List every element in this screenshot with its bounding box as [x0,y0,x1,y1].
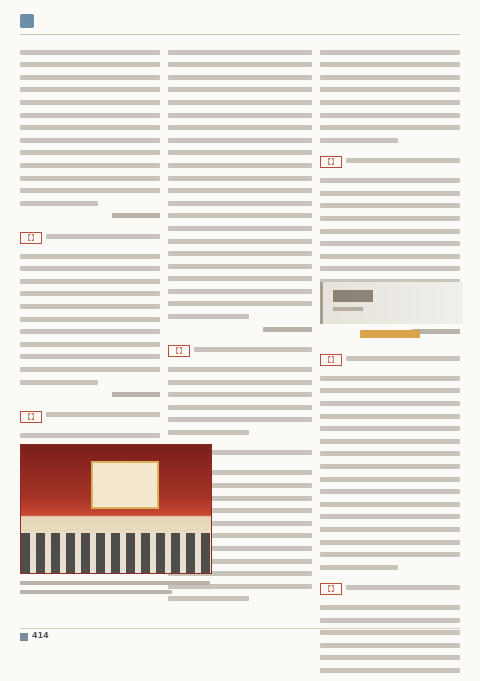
folio-mark-icon [20,633,28,641]
page-number: 414 [32,631,49,640]
photo-caption [20,576,210,599]
subhead-tag: 【】 [320,354,342,366]
stage-banner [91,461,159,509]
education-band-title [333,290,373,302]
byline [112,392,160,397]
byline [112,213,160,218]
subhead-tag: 【】 [168,345,190,357]
running-header [20,12,460,35]
education-band-subtitle [333,307,363,311]
subhead-tag: 【】 [320,583,342,595]
audience [21,533,211,573]
section-icon [20,14,34,28]
education-heading [360,330,420,338]
subhead-tag: 【】 [20,411,42,423]
byline [263,327,312,332]
subhead-tag: 【】 [20,232,42,244]
page-footer [20,628,460,643]
education-section-band [320,282,463,324]
subhead-tag: 【】 [320,156,342,168]
event-photo [20,444,212,574]
